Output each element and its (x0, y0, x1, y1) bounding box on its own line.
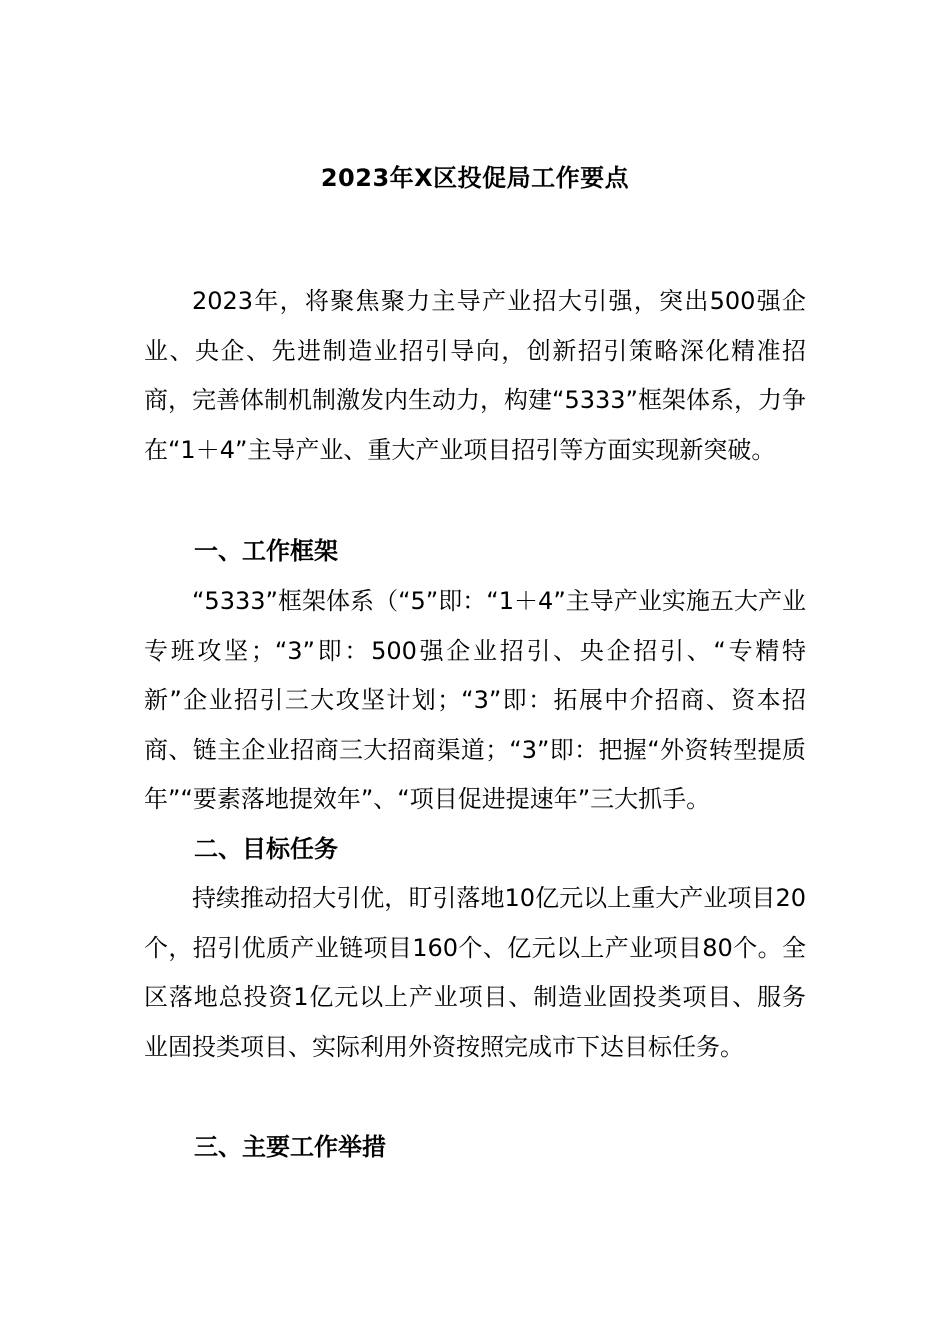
section-paragraph-targets: 持续推动招大引优，盯引落地10亿元以上重大产业项目20个，招引优质产业链项目160个、亿元以上产业项目80个。全区落地总投资1亿元以上产业项目、制造业固投类项目、服务业固投类项目、实际利用外资按照完成市下达目标任务。 (144, 884, 806, 1061)
section-paragraph-framework: “5333”框架体系（“5”即：“1＋4”主导产业实施五大产业专班攻坚；“3”即：500强企业招引、央企招引、“专精特新”企业招引三大攻坚计划；“3”即：拓展中介招商、资本招商、链主企业招商三大招商渠道；“3”即：把握“外资转型提质年”“要素落地提效年”、“项目促进提速年”三大抓手。 (144, 587, 806, 814)
document-title: 2023年X区投促局工作要点 (320, 164, 630, 192)
section-heading-targets: 二、目标任务 (194, 835, 338, 863)
intro-paragraph: 2023年，将聚焦聚力主导产业招大引强，突出500强企业、央企、先进制造业招引导向，创新招引策略深化精准招商，完善体制机制激发内生动力，构建“5333”框架体系，力争在“1＋4”主导产业、重大产业项目招引等方面实现新突破。 (144, 287, 806, 464)
section-heading-framework: 一、工作框架 (194, 537, 338, 565)
section-heading-measures: 三、主要工作举措 (194, 1133, 386, 1161)
